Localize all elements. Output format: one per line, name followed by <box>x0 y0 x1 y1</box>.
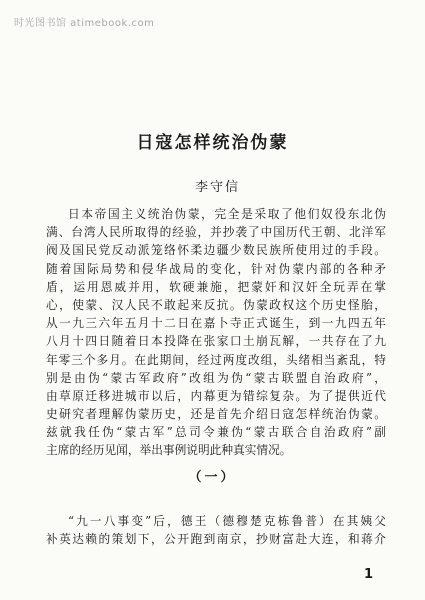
section-heading: （一） <box>188 470 237 485</box>
watermark: 时光图书馆 atimebook.com <box>14 18 155 29</box>
text-line: 年零三个多月。在此期间，经过两度改组，头绪相当紊乱，特 <box>46 352 386 367</box>
text-line: 别是由伪“蒙古军政府”改组为伪“蒙古联盟自治政府”， <box>46 370 386 385</box>
text-line: 随着国际局势和侵华战局的变化，针对伪蒙内部的各种矛 <box>46 261 386 276</box>
text-line: “九一八事变”后，德王（德穆楚克栋鲁普）在其姨父 <box>68 514 386 528</box>
text-line: 心，使蒙、汉人民不敢起来反抗。伪蒙政权这个历史怪胎， <box>46 297 386 312</box>
page-number: 1 <box>364 567 374 582</box>
text-line: 兹就我任伪“蒙古军”总司令兼伪“蒙古联合自治政府”副 <box>46 425 386 440</box>
author-name: 李守信 <box>195 180 241 195</box>
text-line: 满、台湾人民所取得的经验，并抄袭了中国历代王朝、北洋军 <box>46 225 386 240</box>
text-line: 从一九三六年五月十二日在嘉卜寺正式诞生，到一九四五年 <box>46 316 386 331</box>
paragraph-1 <box>46 205 386 460</box>
text-line: 由草原迁移进城市以后，内幕更为错综复杂。为了提供近代 <box>46 388 386 403</box>
text-line: 阀及国民党反动派笼络怀柔边疆少数民族所使用过的手段。 <box>46 243 386 258</box>
text-line: 主席的经历见闻，举出事例说明此种真实情况。 <box>46 443 292 458</box>
text-line: 日本帝国主义统治伪蒙，完全是采取了他们奴役东北伪 <box>68 207 386 221</box>
article-title: 日寇怎样统治伪蒙 <box>136 133 289 153</box>
text-line: 盾，运用恩威并用，软硬兼施，把蒙奸和汉奸全玩弄在掌 <box>46 279 386 294</box>
text-line: 补英达赖的策划下，公开跑到南京，抄财富赴大连，和蒋介 <box>46 532 386 547</box>
text-line: 八月十四日随着日本投降在张家口土崩瓦解，一共存在了九 <box>46 334 386 349</box>
text-line: 史研究者理解伪蒙历史，还是首先介绍日寇怎样统治伪蒙。 <box>46 407 386 422</box>
paragraph-2 <box>46 512 386 548</box>
